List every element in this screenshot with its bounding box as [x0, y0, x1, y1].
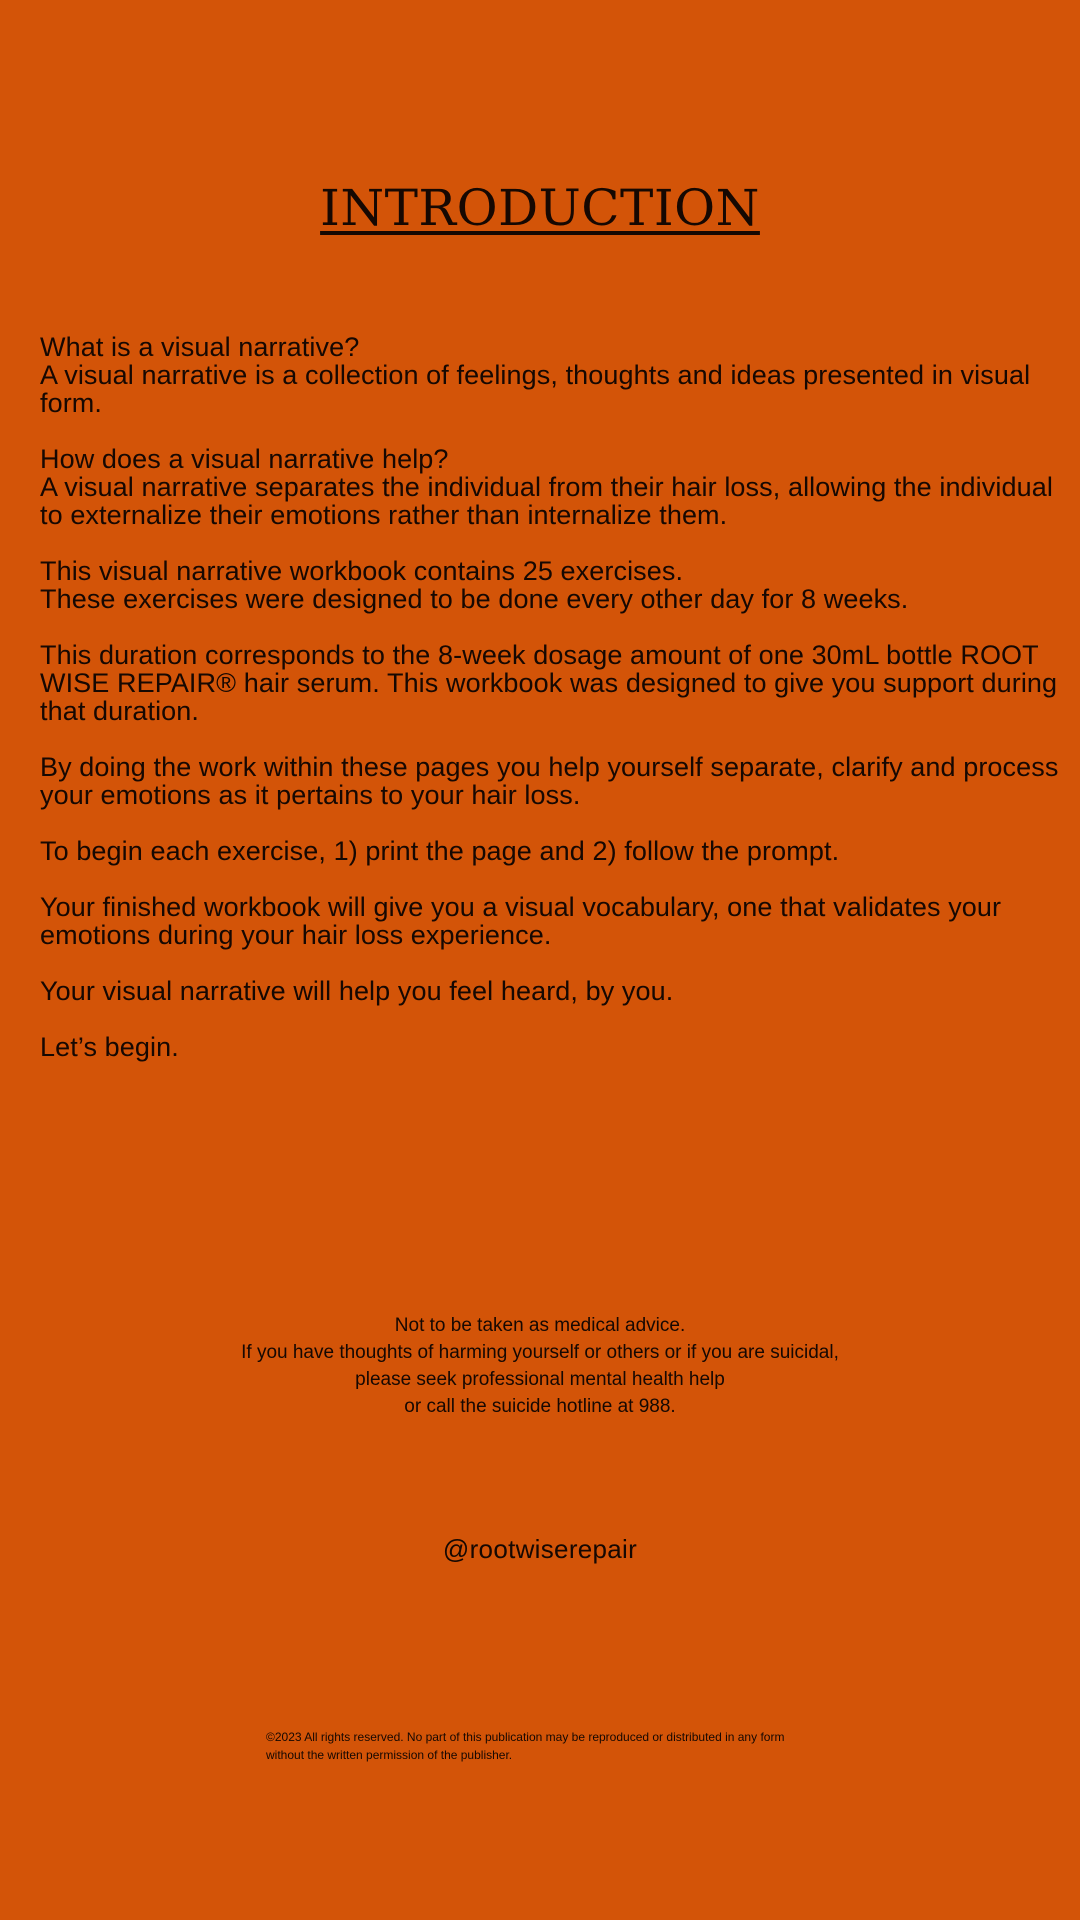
text-line: to externalize their emotions rather than internalize them. — [40, 500, 728, 530]
paragraph-duration — [40, 641, 1080, 725]
paragraph-begin-exercise — [40, 837, 1080, 865]
text-line: This duration corresponds to the 8-week dosage amount of one 30mL bottle ROOT — [40, 640, 1039, 670]
text-line: By doing the work within these pages you help yourself separate, clarify and process — [40, 752, 1059, 782]
copyright-line: without the written permission of the publisher. — [266, 1748, 513, 1762]
text-line: A visual narrative is a collection of feelings, thoughts and ideas presented in visual — [40, 360, 1031, 390]
paragraph-finished-workbook — [40, 893, 1080, 949]
text-line: emotions during your hair loss experience. — [40, 920, 552, 950]
paragraph-feel-heard — [40, 977, 1080, 1005]
text-line: These exercises were designed to be done every other day for 8 weeks. — [40, 584, 909, 614]
introduction-body — [40, 333, 1080, 1089]
text-line: Let’s begin. — [40, 1032, 179, 1062]
text-line: Your finished workbook will give you a visual vocabulary, one that validates your — [40, 892, 1002, 922]
page-title: INTRODUCTION — [320, 179, 760, 237]
text-line: How does a visual narrative help? — [40, 444, 449, 474]
paragraph-exercises — [40, 557, 1080, 613]
copyright-notice — [266, 1728, 866, 1764]
paragraph-how-help — [40, 445, 1080, 529]
disclaimer-line: or call the suicide hotline at 988. — [404, 1396, 676, 1417]
text-line: form. — [40, 388, 103, 418]
disclaimer-line: Not to be taken as medical advice. — [394, 1315, 686, 1336]
text-line: This visual narrative workbook contains 25 exercises. — [40, 556, 684, 586]
disclaimer-line: please seek professional mental health help — [355, 1369, 725, 1390]
paragraph-what-is — [40, 333, 1080, 417]
text-line: that duration. — [40, 696, 200, 726]
text-line: WISE REPAIR® hair serum. This workbook was designed to give you support during — [40, 668, 1058, 698]
paragraph-lets-begin — [40, 1033, 1080, 1061]
copyright-line: ©2023 All rights reserved. No part of this publication may be reproduced or distributed in any form — [266, 1730, 785, 1744]
disclaimer-line: If you have thoughts of harming yourself or others or if you are suicidal, — [241, 1342, 839, 1363]
text-line: What is a visual narrative? — [40, 332, 360, 362]
text-line: Your visual narrative will help you feel heard, by you. — [40, 976, 674, 1006]
paragraph-doing-work — [40, 753, 1080, 809]
medical-disclaimer — [0, 1312, 1080, 1420]
text-line: A visual narrative separates the individual from their hair loss, allowing the individual — [40, 472, 1053, 502]
social-handle: @rootwiserepair — [442, 1534, 638, 1564]
text-line: your emotions as it pertains to your hair loss. — [40, 780, 581, 810]
text-line: To begin each exercise, 1) print the page and 2) follow the prompt. — [40, 836, 840, 866]
